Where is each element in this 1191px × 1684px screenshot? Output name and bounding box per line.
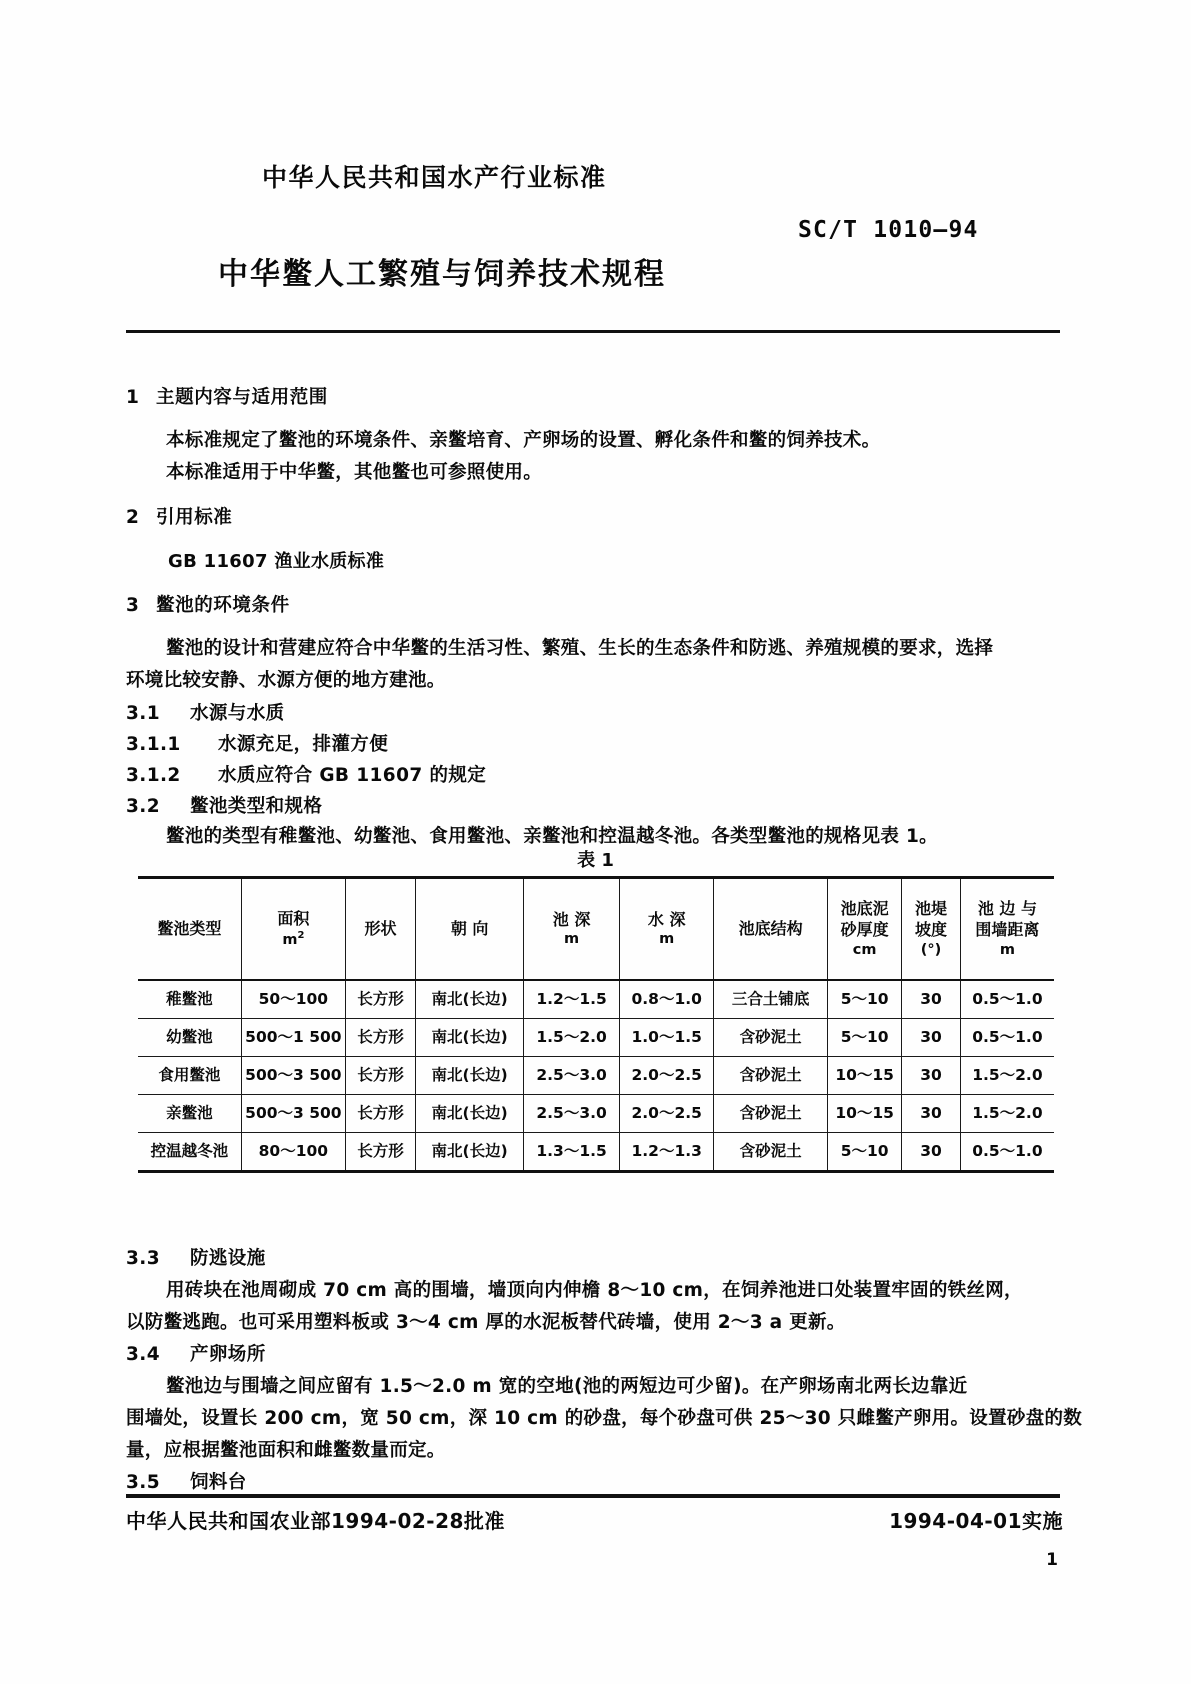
- footer-divider: [126, 1494, 1060, 1498]
- section-3-4-title: 产卵场所: [190, 1344, 266, 1365]
- cell-pool-depth: 1.5～2.0: [524, 1019, 620, 1057]
- cell-water-depth: 2.0～2.5: [620, 1095, 714, 1133]
- cell-mud-sand-thickness: 5～10: [827, 980, 901, 1019]
- header-unit-area: $m^2$: [282, 930, 305, 948]
- section-3-1-title: 水源与水质: [190, 703, 285, 724]
- section-3-heading: [126, 591, 290, 617]
- header-cell-bottom-structure: 池底结构: [714, 878, 828, 981]
- cell-orientation: 南北(长边): [416, 1019, 524, 1057]
- header-cell-pool-depth: 池 深 m: [524, 878, 620, 981]
- table-caption: 表 1: [577, 850, 614, 871]
- cell-shape: 长方形: [345, 980, 415, 1019]
- section-3-1-2-heading: [126, 761, 486, 787]
- cell-bottom-structure: 含砂泥土: [714, 1019, 828, 1057]
- header-cell-water-depth: 水 深 m: [620, 878, 714, 981]
- approval-statement: 中华人民共和国农业部1994-02-28批准: [126, 1509, 505, 1533]
- cell-water-depth: 0.8～1.0: [620, 980, 714, 1019]
- cell-shape: 长方形: [345, 1019, 415, 1057]
- header-cell-orientation: 朝 向: [416, 878, 524, 981]
- cell-water-depth: 1.0～1.5: [620, 1019, 714, 1057]
- cell-orientation: 南北(长边): [416, 1095, 524, 1133]
- section-1-number: 1: [126, 387, 140, 408]
- cell-bottom-structure: 含砂泥土: [714, 1095, 828, 1133]
- referenced-standard: GB 11607 渔业水质标准: [168, 551, 385, 572]
- header-cell-shape: 形状: [345, 878, 415, 981]
- section-3-5-heading: [126, 1468, 247, 1494]
- page-number: 1: [1046, 1550, 1058, 1570]
- cell-orientation: 南北(长边): [416, 1057, 524, 1095]
- cell-mud-sand-thickness: 5～10: [827, 1019, 901, 1057]
- section-3-3-line-1: 用砖块在池周砌成 70 cm 高的围墙，墙顶向内伸檐 8～10 cm，在饲养池进口处装置牢固的铁丝网，: [166, 1280, 1023, 1301]
- standard-organization: 中华人民共和国水产行业标准: [262, 163, 607, 192]
- section-3-paragraph-line-1: 鳖池的设计和营建应符合中华鳖的生活习性、繁殖、生长的生态条件和防逃、养殖规模的要求，选择: [166, 638, 994, 659]
- cell-area: 50～100: [241, 980, 345, 1019]
- section-3-5-number: 3.5: [126, 1472, 160, 1493]
- cell-pool-type: 亲鳖池: [138, 1095, 241, 1133]
- table-row: [138, 1019, 1054, 1057]
- cell-area: 500～3 500: [241, 1095, 345, 1133]
- header-cell-bank-slope: 池堤 坡度 (°): [902, 878, 961, 981]
- section-3-4-line-2: 围墙处，设置长 200 cm，宽 50 cm，深 10 cm 的砂盘，每个砂盘可供 25～30 只雌鳖产卵用。设置砂盘的数: [126, 1408, 1083, 1429]
- section-3-title: 鳖池的环境条件: [156, 595, 290, 616]
- section-3-4-heading: [126, 1340, 266, 1366]
- section-3-1-2-number: 3.1.2: [126, 765, 181, 786]
- section-3-1-2-title: 水质应符合 GB 11607 的规定: [218, 765, 487, 786]
- section-3-1-number: 3.1: [126, 703, 160, 724]
- header-cell-pool-type: 鳖池类型: [138, 878, 241, 981]
- header-divider: [126, 330, 1060, 333]
- section-3-5-title: 饲料台: [190, 1472, 247, 1493]
- section-3-4-line-3: 量，应根据鳖池面积和雌鳖数量而定。: [126, 1440, 446, 1461]
- section-3-4-line-1: 鳖池边与围墙之间应留有 1.5～2.0 m 宽的空地(池的两短边可少留)。在产卵场南北两长边靠近: [166, 1376, 968, 1397]
- cell-shape: 长方形: [345, 1133, 415, 1172]
- cell-wall-distance: 0.5～1.0: [960, 1019, 1054, 1057]
- section-3-3-heading: [126, 1244, 266, 1270]
- section-3-number: 3: [126, 595, 140, 616]
- cell-pool-type: 食用鳖池: [138, 1057, 241, 1095]
- cell-bank-slope: 30: [902, 980, 961, 1019]
- section-3-1-1-heading: [126, 730, 388, 756]
- cell-wall-distance: 1.5～2.0: [960, 1057, 1054, 1095]
- pool-specification-table: [138, 876, 1054, 1173]
- section-1-paragraph-1: 本标准规定了鳖池的环境条件、亲鳖培育、产卵场的设置、孵化条件和鳖的饲养技术。: [166, 430, 881, 451]
- section-2-heading: [126, 503, 232, 529]
- cell-pool-type: 幼鳖池: [138, 1019, 241, 1057]
- cell-bottom-structure: 含砂泥土: [714, 1057, 828, 1095]
- cell-bank-slope: 30: [902, 1019, 961, 1057]
- cell-pool-depth: 1.3～1.5: [524, 1133, 620, 1172]
- cell-mud-sand-thickness: 10～15: [827, 1057, 901, 1095]
- section-1-paragraph-2: 本标准适用于中华鳖，其他鳖也可参照使用。: [166, 462, 543, 483]
- cell-area: 500～1 500: [241, 1019, 345, 1057]
- cell-water-depth: 1.2～1.3: [620, 1133, 714, 1172]
- table-row: [138, 980, 1054, 1019]
- section-3-2-paragraph: 鳖池的类型有稚鳖池、幼鳖池、食用鳖池、亲鳖池和控温越冬池。各类型鳖池的规格见表 1。: [166, 826, 938, 847]
- section-3-1-1-number: 3.1.1: [126, 734, 181, 755]
- header-cell-mud-sand-thickness: 池底泥 砂厚度 cm: [827, 878, 901, 981]
- header-cell-area: 面积 $m^2$: [241, 878, 345, 981]
- section-2-title: 引用标准: [156, 507, 233, 528]
- cell-orientation: 南北(长边): [416, 1133, 524, 1172]
- cell-bottom-structure: 含砂泥土: [714, 1133, 828, 1172]
- cell-bottom-structure: 三合土铺底: [714, 980, 828, 1019]
- section-3-paragraph-line-2: 环境比较安静、水源方便的地方建池。: [126, 670, 446, 691]
- cell-wall-distance: 0.5～1.0: [960, 980, 1054, 1019]
- cell-bank-slope: 30: [902, 1133, 961, 1172]
- section-3-3-number: 3.3: [126, 1248, 160, 1269]
- section-1-heading: [126, 383, 328, 409]
- section-3-3-line-2: 以防鳖逃跑。也可采用塑料板或 3～4 cm 厚的水泥板替代砖墙，使用 2～3 a 更新。: [126, 1312, 846, 1333]
- cell-shape: 长方形: [345, 1095, 415, 1133]
- section-2-number: 2: [126, 507, 140, 528]
- cell-water-depth: 2.0～2.5: [620, 1057, 714, 1095]
- section-3-2-heading: [126, 792, 322, 818]
- cell-wall-distance: 0.5～1.0: [960, 1133, 1054, 1172]
- section-3-1-1-title: 水源充足，排灌方便: [218, 734, 389, 755]
- cell-area: 500～3 500: [241, 1057, 345, 1095]
- section-3-1-heading: [126, 699, 285, 725]
- cell-pool-depth: 1.2～1.5: [524, 980, 620, 1019]
- cell-pool-depth: 2.5～3.0: [524, 1095, 620, 1133]
- document-title: 中华鳖人工繁殖与饲养技术规程: [218, 257, 666, 292]
- section-3-2-title: 鳖池类型和规格: [190, 796, 323, 817]
- section-1-title: 主题内容与适用范围: [156, 387, 328, 408]
- cell-wall-distance: 1.5～2.0: [960, 1095, 1054, 1133]
- cell-bank-slope: 30: [902, 1095, 961, 1133]
- cell-orientation: 南北(长边): [416, 980, 524, 1019]
- cell-pool-type: 稚鳖池: [138, 980, 241, 1019]
- table-header-row: [138, 878, 1054, 981]
- table-row: [138, 1057, 1054, 1095]
- section-3-2-number: 3.2: [126, 796, 160, 817]
- cell-area: 80～100: [241, 1133, 345, 1172]
- header-cell-wall-distance: 池 边 与 围墙距离 m: [960, 878, 1054, 981]
- implementation-date: 1994-04-01实施: [889, 1509, 1063, 1533]
- section-3-4-number: 3.4: [126, 1344, 160, 1365]
- table-row: [138, 1133, 1054, 1172]
- standard-code: SC/T 1010—94: [798, 217, 979, 243]
- cell-pool-type: 控温越冬池: [138, 1133, 241, 1172]
- cell-shape: 长方形: [345, 1057, 415, 1095]
- cell-pool-depth: 2.5～3.0: [524, 1057, 620, 1095]
- cell-mud-sand-thickness: 5～10: [827, 1133, 901, 1172]
- table-row: [138, 1095, 1054, 1133]
- section-3-3-title: 防逃设施: [190, 1248, 266, 1269]
- cell-mud-sand-thickness: 10～15: [827, 1095, 901, 1133]
- cell-bank-slope: 30: [902, 1057, 961, 1095]
